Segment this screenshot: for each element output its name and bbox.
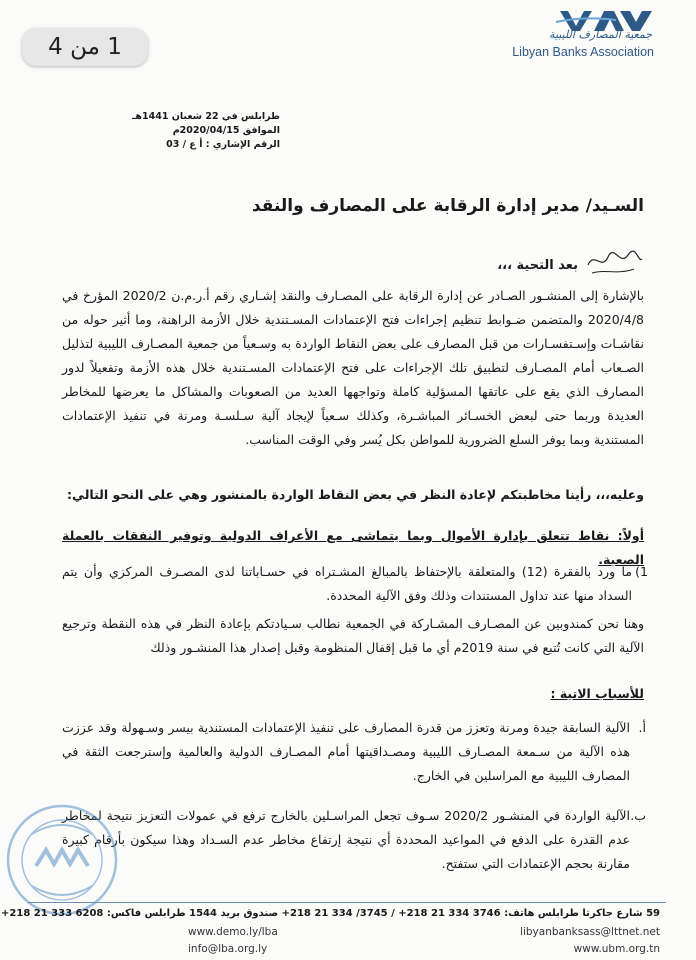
greeting: بعد التحية ،،، xyxy=(497,258,578,273)
logo-arabic-text: جمعية المصارف الليبية xyxy=(549,28,652,41)
recipient-line: السـيد/ مدير إدارة الرقابة على المصارف والنقد xyxy=(251,196,644,216)
section-1-title: أولاً: نقاط تتعلق بإدارة الأموال وبما يتماشى مع الأعراف الدولية وتوفير النفقات بالعملة الصعبة. xyxy=(62,528,644,567)
item-1-followup: وهنا نحن كمندوبين عن المصـارف المشـاركة في الجمعية نطالب سـيادتكم بإعادة النظر في هذه النقطة وترجيع الآلية التي كانت تُتبع في سنة 2019م أي ما قبل إقفال المنظومة وقبل إصدار هذا المنشـور وذلك xyxy=(62,616,644,655)
letter-meta xyxy=(80,110,280,152)
footer-email-2[interactable]: info@lba.org.ly xyxy=(188,943,268,955)
item-b-marker: ب. xyxy=(630,808,646,823)
footer-website-1[interactable]: www.demo.ly/lba xyxy=(188,926,278,938)
date-gregorian: الموافق 2020/04/15م xyxy=(172,125,280,136)
handwritten-initials-icon xyxy=(584,247,644,277)
date-hijri: طرابلس في 22 شعبان 1441هـ xyxy=(132,111,280,122)
reasons-title: للأسباب الاتية : xyxy=(550,686,644,701)
item-1 xyxy=(62,560,648,608)
item-a-marker: أ. xyxy=(638,720,646,735)
item-b xyxy=(62,804,646,876)
page-counter-badge: 1 من 4 xyxy=(22,28,148,66)
paragraph-intro: بالإشارة إلى المنشـور الصـادر عن إدارة الرقابة على المصـارف والنقد إشـاري رقم أ.ر.م.ن 2020/2 المؤرخ في 2020/4/8 والمتضمن ضـوابط تنظيم إجراءات فتح الإعتمادات المسـتندية خلال الأزمة الراهنة، وما أثير حوله من نقاشـات وإسـتفسـارات من قبل المصارف على بعض النقاط الواردة به وسـعياً من جمعية المصـارف الليبية لتذليل الصـعاب أمام المصـارف لتطبيق تلك الإجراءات على فتح الإعتمادات المسـتندية خلال هذه الأزمة وتفعيلاً لدور المصارف الذي يقع على عاتقها المسؤلية كاملة وتواجهها العديد من الصعوبات والمشاكل ما يعرضها للمخاطر العديدة وربما حتى لبعض الخسـائر المباشـرة، وكذلك سـعياً لإيجاد آلية سـلسـة ومرنة في تنفيذ الإعتمادات المستندية وبما يوفر السلع الضرورية للمواطن بكل يُسر وفي الوقت المناسب. xyxy=(62,288,644,447)
lba-logo xyxy=(512,8,682,64)
footer-address: 59 شارع جاكرتا طرابلس هاتف: 3746 334 21 218+ / 3745/ 334 21 218+ صندوق بريد 1544 طرابلس فاكس: 6208 333 21 218+ xyxy=(1,908,660,919)
item-1-text: ما ورد بالفقرة (12) والمتعلقة بالإحتفاظ بالمبالغ المشـتراه في حسـاباتنا لدى المصـرف المركزي وأن يتم السداد منها عند تداول المستندات وذلك وفق الآلية المحددة. xyxy=(62,564,632,603)
item-a xyxy=(62,716,646,788)
item-1-number: 1) xyxy=(635,564,648,579)
paragraph-request: وعليه،،، رأينا مخاطبتكم لإعادة النظر في بعض النقاط الواردة بالمنشور وهي على النحو التالي: xyxy=(67,487,644,502)
item-b-text: الآلية الواردة في المنشـور 2020/2 سـوف تجعل المراسـلين بالخارج ترفع في عمولات التعزيز نتيجة لمخاطر عدم القدرة على الدفع في المواعيد المحددة أي نتيجة إرتفاع مخاطر عدم السـداد وهذا سيكون بأرقام كبيرة مقارنة بحجم الإعتمادات التي ستفتح. xyxy=(62,808,630,871)
footer-website-2[interactable]: www.ubm.org.tn xyxy=(573,943,660,955)
logo-english-text: Libyan Banks Association xyxy=(512,45,654,59)
reference-number: الرقم الإشاري : أ ع / 03 xyxy=(166,139,280,150)
footer-divider xyxy=(28,902,666,903)
footer-email-1[interactable]: libyanbanksass@lttnet.net xyxy=(520,926,660,938)
letter-footer xyxy=(0,902,696,960)
item-a-text: الآلية السابقة جيدة ومرنة وتعزز من قدرة المصارف على تنفيذ الإعتمادات المستندية بيسر وسـهولة وقد عززت هذه الآلية من سـمعة المصـارف الليبية ومصـداقيتها أمام المصـارف الدولية والعالمية وإسترجعت الثقة في المصارف الليبية مع المراسلين في الخارج. xyxy=(62,720,630,783)
